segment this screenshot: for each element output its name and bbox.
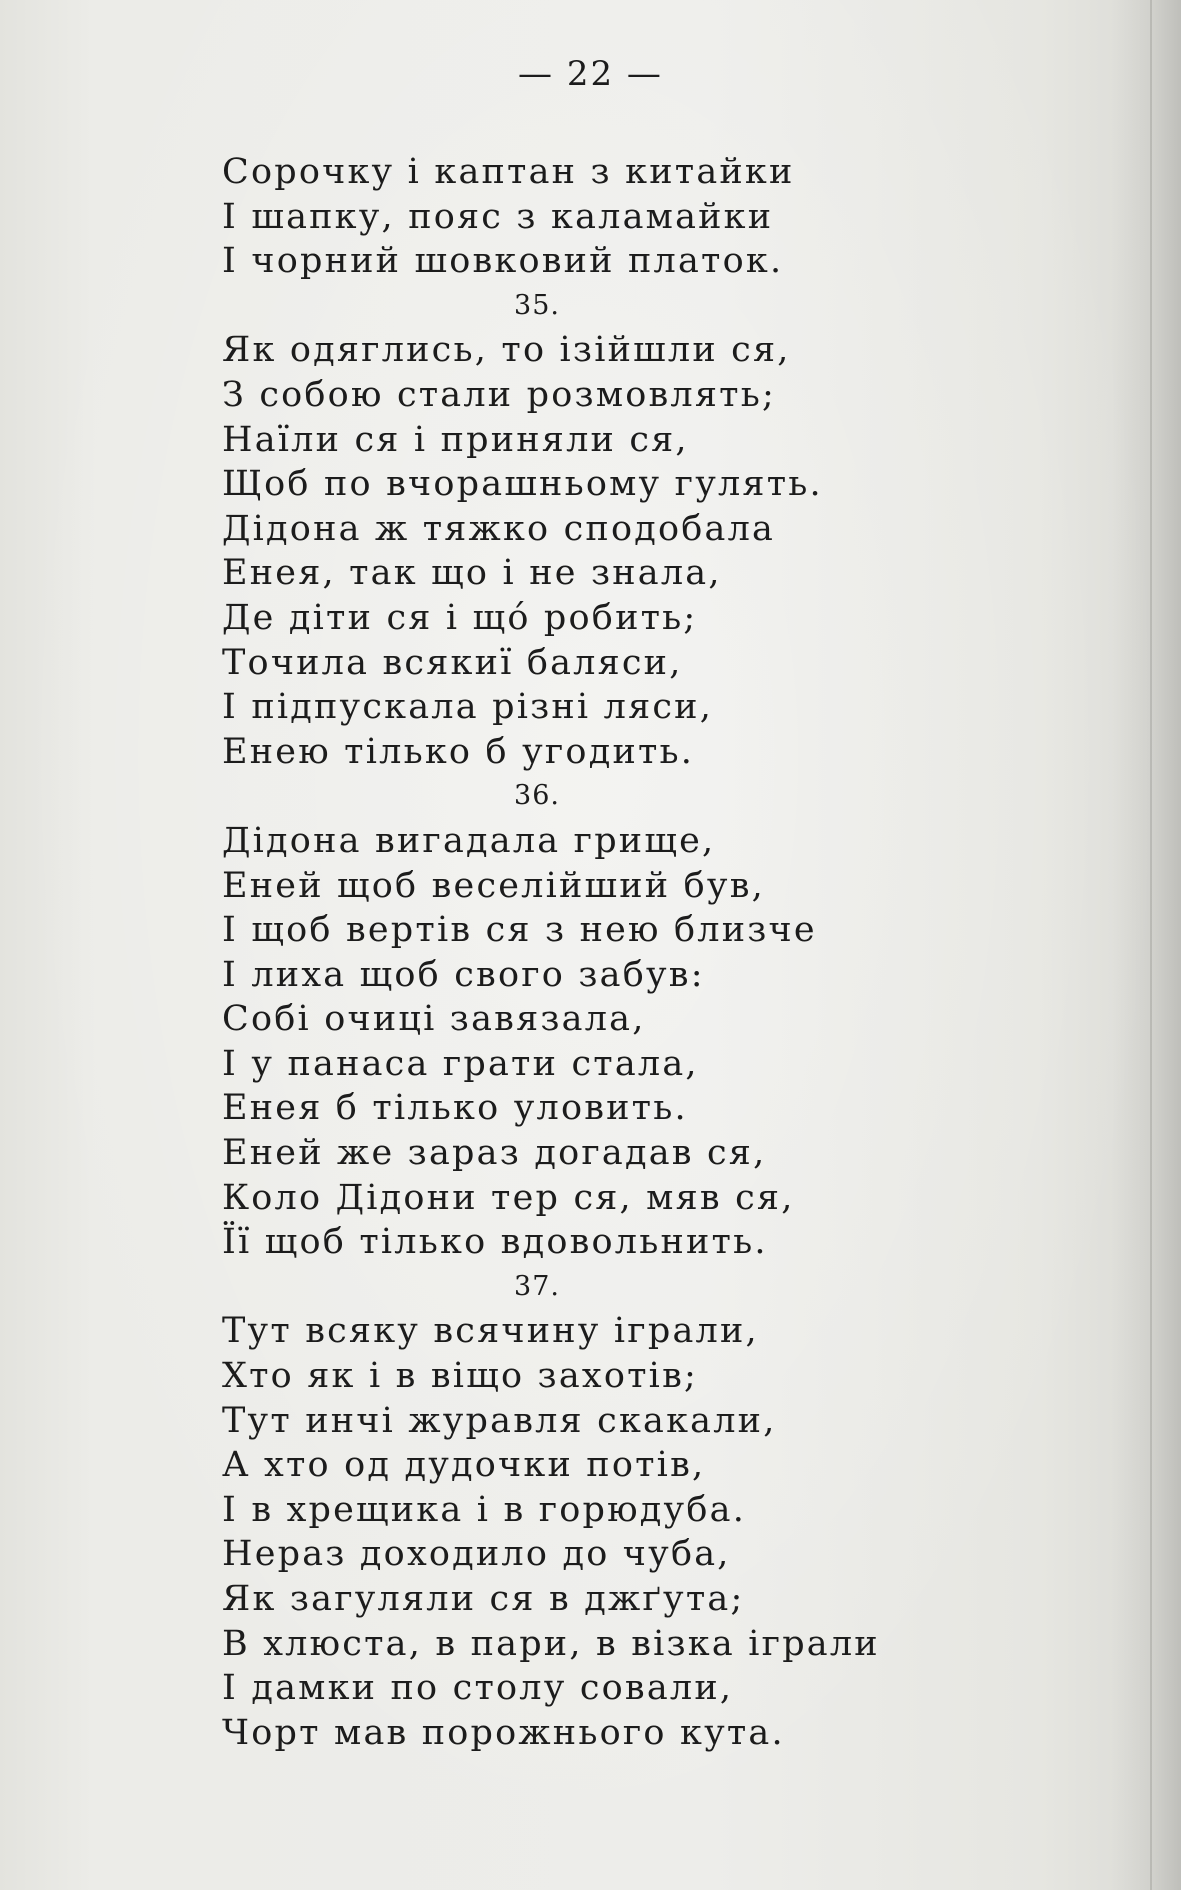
poem-line: Її щоб тілько вдовольнить. — [222, 1222, 768, 1263]
poem-line: Енею тілько б угодить. — [222, 731, 695, 772]
poem-line: Як загуляли ся в джґута; — [222, 1579, 745, 1619]
stanza-number: 35. — [514, 289, 560, 321]
poem-line: І підпускала різні ляси, — [222, 687, 714, 728]
poem-line: Щоб по вчорашньому гулять. — [222, 464, 823, 505]
poem-line: Еней щоб веселійший був, — [222, 865, 765, 906]
poem-line: Нераз доходило до чуба, — [222, 1534, 731, 1575]
poem-line: І у панаса грати стала, — [222, 1043, 699, 1084]
poem-line: Собі очиці завязала, — [222, 999, 646, 1040]
poem-line: Еней же зараз догадав ся, — [222, 1133, 767, 1174]
poem-line: Дідона ж тяжко сподобала — [222, 508, 776, 549]
poem-line: І щоб вертів ся з нею близче — [222, 910, 817, 951]
poem-line: Де діти ся і що́ робить; — [222, 597, 698, 638]
poem-line: І дамки по столу совали, — [222, 1668, 734, 1709]
poem-line: Енея б тілько уловить. — [222, 1088, 688, 1129]
page-edge-shadow — [1111, 0, 1181, 1890]
stanza-number: 37. — [514, 1270, 560, 1302]
poem-line: З собою стали розмовлять; — [222, 374, 776, 415]
poem-line: Дідона вигадала грище, — [222, 820, 716, 861]
poem-line: Як одяглись, то ізійшли ся, — [222, 330, 791, 371]
poem-text — [222, 150, 942, 1755]
poem-line: Точила всякиї баляси, — [222, 642, 683, 683]
stanza-number: 36. — [514, 780, 560, 812]
poem-line: Чорт мав порожнього кута. — [222, 1712, 785, 1753]
poem-line: А хто од дудочки потів, — [222, 1445, 706, 1486]
poem-line: Наїли ся і приняли ся, — [222, 419, 689, 460]
poem-line: Коло Дідони тер ся, мяв ся, — [222, 1177, 795, 1218]
poem-line: І чорний шовковий платок. — [222, 241, 784, 282]
poem-line: І лиха щоб свого забув: — [222, 954, 705, 995]
poem-line: Хто як і в віщо захотів; — [222, 1356, 698, 1397]
poem-line: Тут всяку всячину іграли, — [222, 1311, 759, 1352]
poem-line: Сорочку і каптан з китайки — [222, 152, 795, 192]
page-number: — 22 — — [518, 54, 663, 94]
poem-line: І шапку, пояс з каламайки — [222, 196, 774, 237]
poem-line: Енея, так що і не знала, — [222, 553, 722, 594]
poem-line: Тут инчі журавля скакали, — [222, 1400, 777, 1441]
poem-line: В хлюста, в пари, в візка іграли — [222, 1623, 880, 1664]
poem-line: І в хрещика і в горюдуба. — [222, 1489, 747, 1530]
